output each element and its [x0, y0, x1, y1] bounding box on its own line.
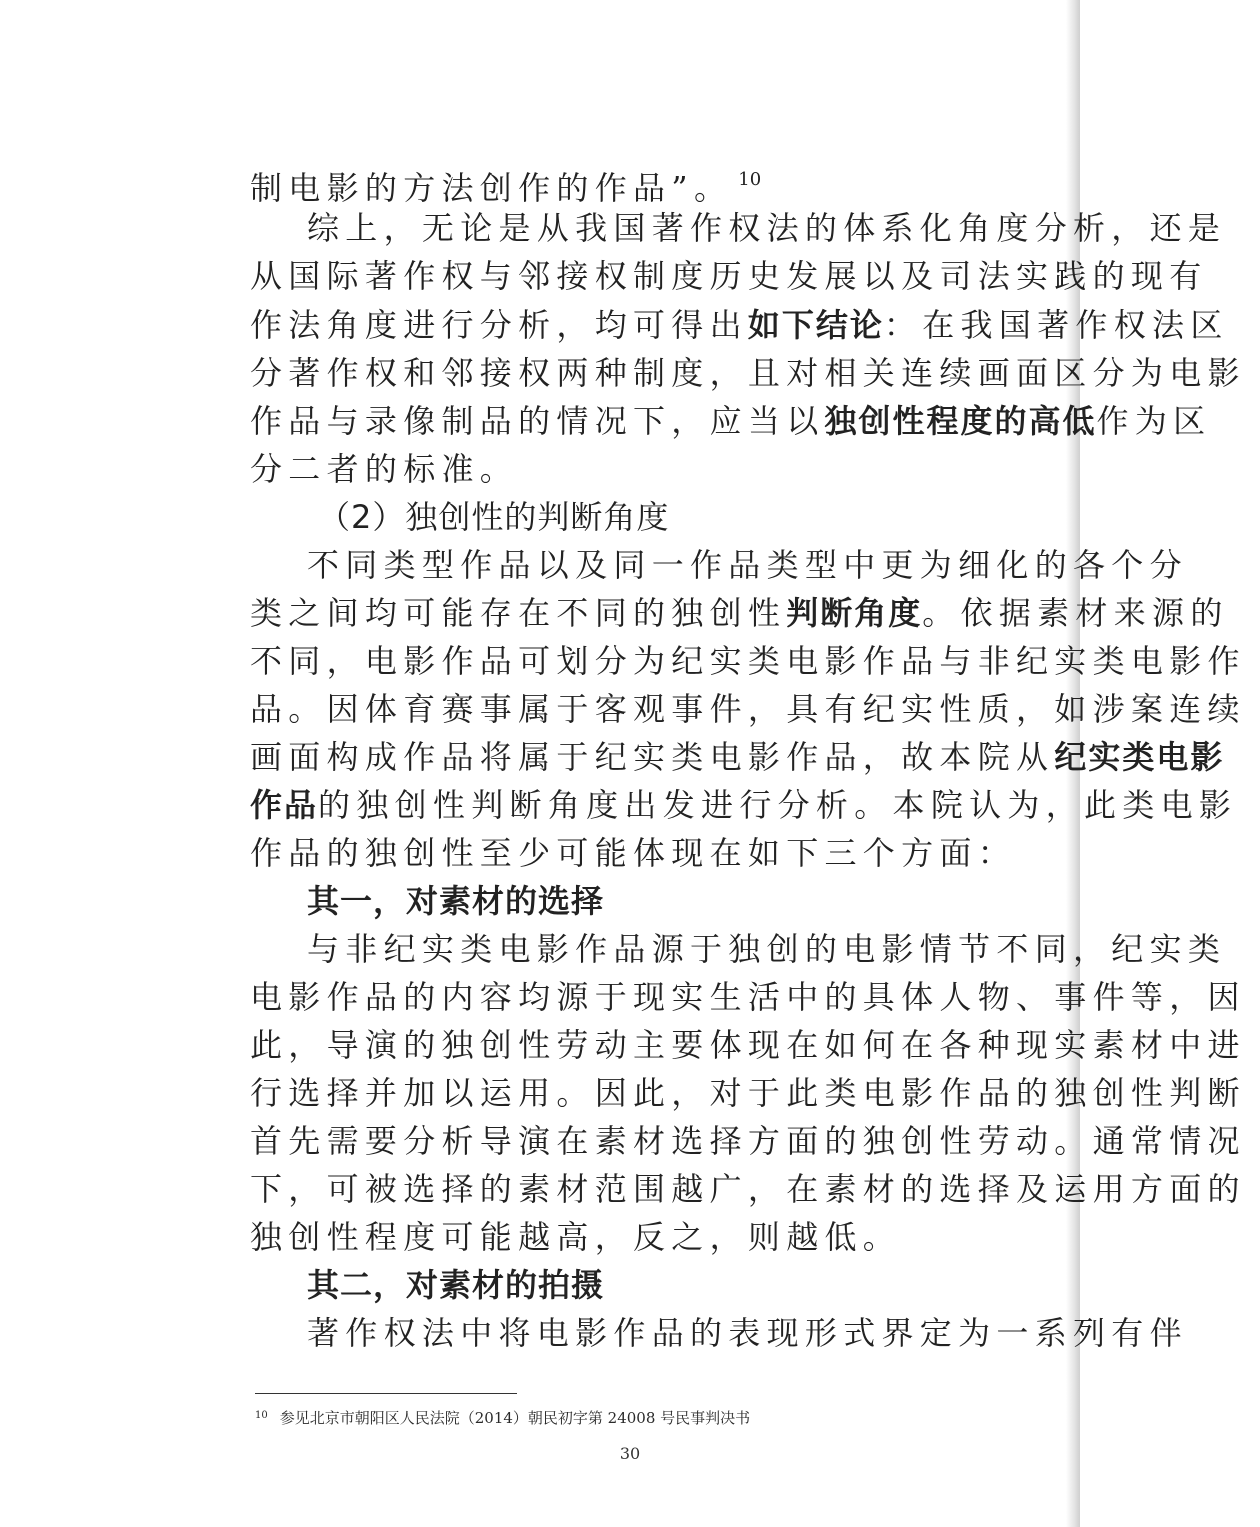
footnote-text: 参见北京市朝阳区人民法院（2014）朝民初字第 24008 号民事判决书 — [279, 1409, 751, 1427]
body-line — [250, 1217, 1010, 1257]
paragraph-start-line — [307, 929, 1227, 969]
text: 分二者的标准。 — [250, 450, 519, 488]
body-line — [250, 833, 1017, 873]
body-line — [250, 641, 1246, 681]
text: 的独创性判断角度出发进行分析。本院认为，此类电影 — [318, 786, 1238, 824]
text: 分著作权和邻接权两种制度，且对相关连续画面区分为电影 — [250, 354, 1246, 392]
section-heading — [307, 1265, 1067, 1305]
body-line — [250, 689, 1246, 729]
heading-text: （2）独创性的判断角度 — [318, 498, 670, 536]
body-line — [250, 785, 1238, 825]
body-line — [250, 353, 1246, 393]
text: 作品与录像制品的情况下，应当以 — [250, 402, 825, 440]
text: 作为区 — [1096, 402, 1212, 440]
body-line — [250, 305, 1229, 345]
text: 。依据素材来源的 — [922, 594, 1229, 632]
text: 从国际著作权与邻接权制度历史发展以及司法实践的现有 — [250, 257, 1208, 295]
footnote — [255, 1406, 750, 1428]
footnote-separator — [255, 1393, 517, 1394]
text: 制电影的方法创作的作品”。 — [250, 169, 733, 207]
footnote-number: 10 — [255, 1410, 268, 1421]
text: 综上，无论是从我国著作权法的体系化角度分析，还是 — [307, 209, 1227, 247]
paragraph-start-line — [307, 545, 1188, 585]
section-heading — [307, 881, 1067, 921]
body-line — [250, 977, 1246, 1017]
body-line — [250, 1121, 1246, 1161]
emphasis-text: 纪实类电影 — [1054, 738, 1225, 776]
text: 不同类型作品以及同一作品类型中更为细化的各个分 — [307, 546, 1188, 584]
page-number: 30 — [619, 1444, 641, 1463]
text: 电影作品的内容均源于现实生活中的具体人物、事件等，因 — [250, 978, 1246, 1016]
text: 此，导演的独创性劳动主要体现在如何在各种现实素材中进 — [250, 1026, 1246, 1064]
section-heading — [318, 497, 1078, 537]
paragraph-start-line — [307, 1313, 1188, 1353]
text: 著作权法中将电影作品的表现形式界定为一系列有伴 — [307, 1314, 1188, 1352]
text: 作法角度进行分析，均可得出 — [250, 306, 748, 344]
body-line — [250, 449, 1010, 489]
text: 作品的独创性至少可能体现在如下三个方面： — [250, 834, 1017, 872]
heading-text: 其一，对素材的选择 — [307, 882, 605, 920]
text: 行选择并加以运用。因此，对于此类电影作品的独创性判断 — [250, 1074, 1246, 1112]
paragraph-start-line — [307, 208, 1227, 248]
emphasis-text: 如下结论 — [747, 306, 884, 344]
text: 画面构成作品将属于纪实类电影作品，故本院从 — [250, 738, 1055, 776]
body-line — [250, 401, 1212, 441]
body-line — [250, 1169, 1246, 1209]
heading-text: 其二，对素材的拍摄 — [307, 1266, 605, 1304]
footnote-ref: 10 — [738, 169, 762, 190]
text: 类之间均可能存在不同的独创性 — [250, 594, 787, 632]
text: 不同，电影作品可划分为纪实类电影作品与非纪实类电影作 — [250, 642, 1246, 680]
text: 下，可被选择的素材范围越广，在素材的选择及运用方面的 — [250, 1170, 1246, 1208]
emphasis-text: 作品 — [250, 786, 319, 824]
text: ：在我国著作权法区 — [883, 306, 1229, 344]
text: 首先需要分析导演在素材选择方面的独创性劳动。通常情况 — [250, 1122, 1246, 1160]
emphasis-text: 判断角度 — [786, 594, 923, 632]
body-line — [250, 256, 1208, 296]
body-line — [250, 1025, 1246, 1065]
text: 与非纪实类电影作品源于独创的电影情节不同，纪实类 — [307, 930, 1227, 968]
text: 独创性程度可能越高，反之，则越低。 — [250, 1218, 902, 1256]
body-line — [250, 1073, 1246, 1113]
body-line — [250, 160, 1010, 208]
body-line — [250, 593, 1229, 633]
text: 品。因体育赛事属于客观事件，具有纪实性质，如涉案连续 — [250, 690, 1246, 728]
body-line — [250, 737, 1225, 777]
emphasis-text: 独创性程度的高低 — [824, 402, 1097, 440]
